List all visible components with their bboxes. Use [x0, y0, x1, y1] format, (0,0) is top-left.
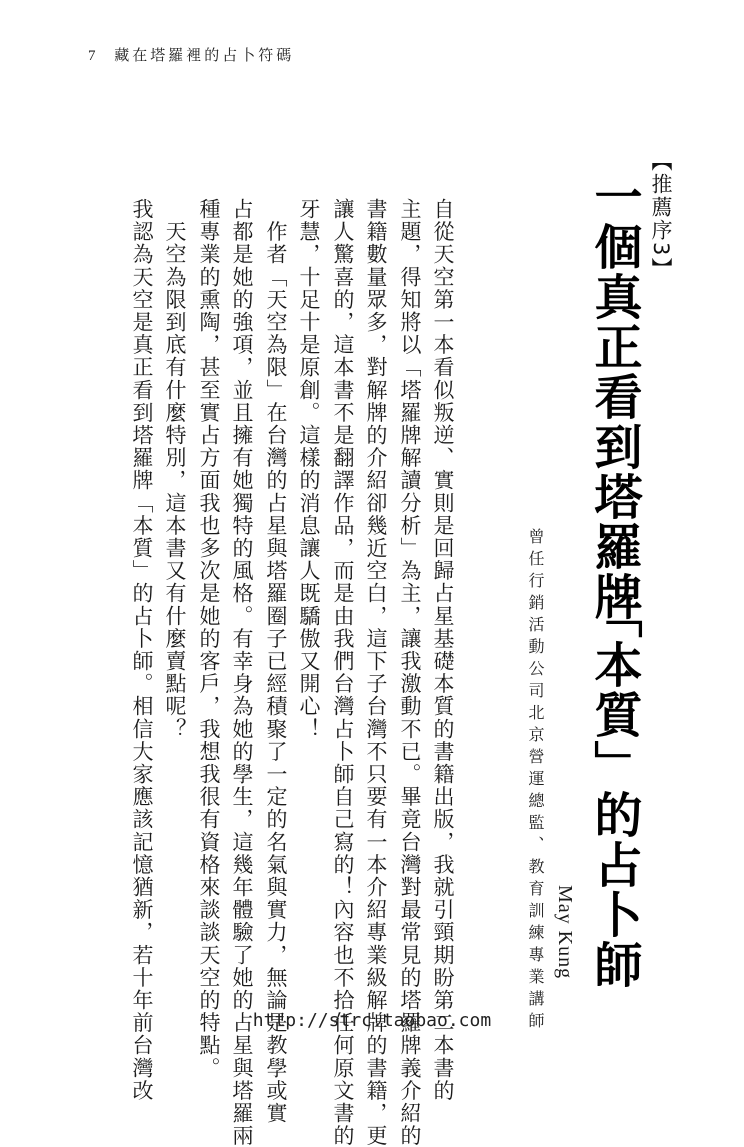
body-line-5: 牙慧，十足十是原創。這樣的消息讓人既驕傲又開心！ — [297, 198, 321, 741]
body-line-1: 自從天空第一本看似叛逆、實則是回歸占星基礎本質的書籍出版，我就引頸期盼第二本書的 — [431, 198, 455, 1102]
author-role: 曾任行銷活動公司北京營運總監、教育訓練專業講師 — [526, 528, 545, 1034]
author-name: May Kung — [554, 885, 576, 980]
chapter-title-line-1: 一個真正看到塔羅牌 — [586, 172, 642, 622]
chapter-title-line-2: 「本質」的占卜師 — [586, 590, 642, 990]
body-line-7: 占都是她的強項，並且擁有她獨特的風格。有幸身為她的學生，這幾年體驗了她的占星與塔羅兩 — [230, 198, 254, 1147]
body-line-3: 書籍數量眾多，對解牌的介紹卻幾近空白，這下子台灣不只要有一本介紹專業級解牌的書籍，更 — [364, 198, 388, 1147]
preface-tag: 【推薦序3】 — [649, 150, 673, 281]
running-header — [88, 44, 294, 65]
body-line-9: 天空為限到底有什麼特別，這本書又有什麼賣點呢？ — [163, 198, 187, 741]
page-number: 7 — [88, 48, 99, 64]
body-line-10: 我認為天空是真正看到塔羅牌「本質」的占卜師。相信大家應該記憶猶新，若十年前台灣改 — [130, 198, 154, 1102]
body-line-2: 主題，得知將以「塔羅牌解讀分析」為主，讓我激動不已。畢竟台灣對最常見的塔羅牌義介紹的 — [398, 198, 422, 1147]
body-line-8: 種專業的熏陶，甚至實占方面我也多次是她的客戶，我想我很有資格來談談天空的特點。 — [197, 198, 221, 1080]
body-line-4: 讓人驚喜的，這本書不是翻譯作品，而是由我們台灣占卜師自己寫的！內容也不拾任何原文書的 — [331, 198, 355, 1147]
book-title: 藏在塔羅裡的占卜符碼 — [114, 46, 295, 64]
body-line-6: 作者「天空為限」在台灣的占星與塔羅圈子已經積聚了一定的名氣與實力，無論是教學或實 — [264, 198, 288, 1125]
watermark-url: http://strc.taobao.com — [252, 1010, 492, 1031]
